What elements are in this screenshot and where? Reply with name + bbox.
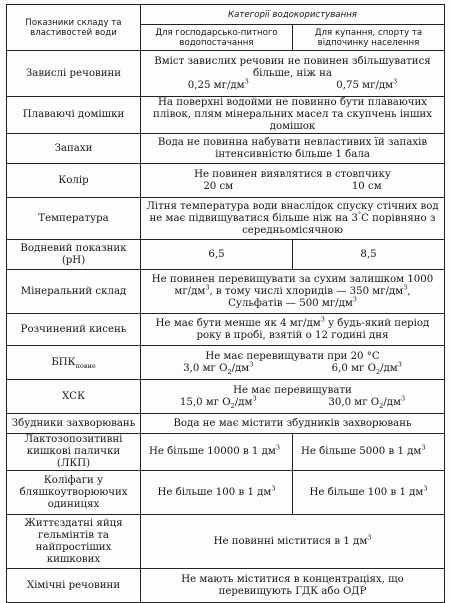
row-mineral-composition	[7, 270, 445, 314]
row-value: Не має бути менше як 4 $мг/дм^3$ у будь-який період року в пробі, взятій о 12 годині дня	[141, 314, 445, 346]
row-name: Запахи	[7, 134, 141, 164]
row-name: Температура	[7, 198, 141, 240]
row-name: Розчинений кисень	[7, 314, 141, 346]
row-name: Збудники захворювань	[7, 414, 141, 434]
value-drinking: Не більше 100 в 1 $дм^3$	[141, 471, 293, 515]
value-drinking: 6,5	[141, 240, 293, 270]
row-smells	[7, 134, 445, 164]
row-name: Коліфаги у бляшкоутворюючих одиницях	[7, 471, 141, 515]
row-color	[7, 164, 445, 198]
value-drinking: Не більше 10000 в 1 $дм^3$	[141, 434, 293, 471]
row-bod	[7, 346, 445, 380]
row-floating-impurities	[7, 97, 445, 134]
row-value: Не повинен виявлятися в стовпчику 20 см 10 см	[141, 164, 445, 198]
row-ph	[7, 240, 445, 270]
header-indicators: Показники складу та властивостей води	[7, 5, 141, 51]
value-drinking: 0,25 $мг/дм^3$	[187, 77, 249, 91]
value-drinking: 20 см	[203, 180, 234, 192]
row-suspended-solids	[7, 51, 445, 97]
row-name: Колір	[7, 164, 141, 198]
value-recreation: 10 см	[351, 180, 382, 192]
header-drinking-water: Для господарсько-питного водопостачання	[141, 25, 293, 51]
row-pathogens	[7, 414, 445, 434]
row-value: Не повинні міститися в 1 $дм^3$	[141, 515, 445, 569]
row-temperature	[7, 198, 445, 240]
value-recreation: 6,0 мг $О_2/дм^3$	[331, 360, 402, 376]
row-name: Водневий показник (рН)	[7, 240, 141, 270]
header-recreation: Для купання, спорту та відпочинку населення	[293, 25, 445, 51]
row-value: Вода не повинна набувати невластивих їй запахів інтенсивністю більше 1 бала	[141, 134, 445, 164]
value-recreation: 0,75 $мг/дм^3$	[336, 77, 398, 91]
water-quality-table	[6, 4, 445, 603]
row-name: Хімічні речовини	[7, 569, 141, 603]
row-name: Завислі речовини	[7, 51, 141, 97]
value-recreation: Не більше 5000 в 1 $дм^3$	[293, 434, 445, 471]
row-lcb	[7, 434, 445, 471]
row-value: На поверхні водойми не повинно бути плаваючих плівок, плям мінеральних масел та скупчень інших домішок	[141, 97, 445, 134]
value-recreation: 8,5	[293, 240, 445, 270]
header-categories: Категорії водокористування	[141, 5, 445, 25]
header-row-categories	[7, 5, 445, 25]
row-value: Вміст завислих речовин не повинен збільшуватися більше, ніж на 0,25 $мг/дм^3$ 0,75 $мг/дм^3$	[141, 51, 445, 97]
row-value: Не повинен перевищувати за сухим залишком 1000 $мг/дм^3$, в тому числі хлоридів — 350 $мг/дм^3$, Сульфатів — 500 $мг/дм^3$	[141, 270, 445, 314]
row-coliphages	[7, 471, 445, 515]
row-helminth-eggs	[7, 515, 445, 569]
row-name: Життєздатні яйця гельмінтів та найпростіших кишкових	[7, 515, 141, 569]
value-recreation: Не більше 100 в 1 $дм^3$	[293, 471, 445, 515]
row-cod	[7, 380, 445, 414]
value-drinking: 3,0 мг $О_2/дм^3$	[183, 360, 254, 376]
row-value: Не мають міститися в концентраціях, що перевищують ГДК або ОДР	[141, 569, 445, 603]
row-value: Не має перевищувати при 20 °С 3,0 мг $О_2/дм^3$ 6,0 мг $О_2/дм^3$	[141, 346, 445, 380]
row-value: Літня температура води внаслідок спуску стічних вод не має підвищуватися більше ніж на 3°С порівняно з середньомісячною	[141, 198, 445, 240]
row-name: Мінеральний склад	[7, 270, 141, 314]
row-name: ХСК	[7, 380, 141, 414]
row-name: Лактозопозитивні кишкові палички (ЛКП)	[7, 434, 141, 471]
row-chemicals	[7, 569, 445, 603]
row-value: Вода не має містити збудників захворювань	[141, 414, 445, 434]
row-name: $БПК_{повне}$	[7, 346, 141, 380]
value-drinking: 15,0 мг $О_2/дм^3$	[179, 394, 257, 410]
row-name: Плаваючі домішки	[7, 97, 141, 134]
row-value: Не має перевищувати 15,0 мг $О_2/дм^3$ 30,0 мг $О_2/дм^3$	[141, 380, 445, 414]
value-recreation: 30,0 мг $О_2/дм^3$	[328, 394, 406, 410]
row-dissolved-oxygen	[7, 314, 445, 346]
